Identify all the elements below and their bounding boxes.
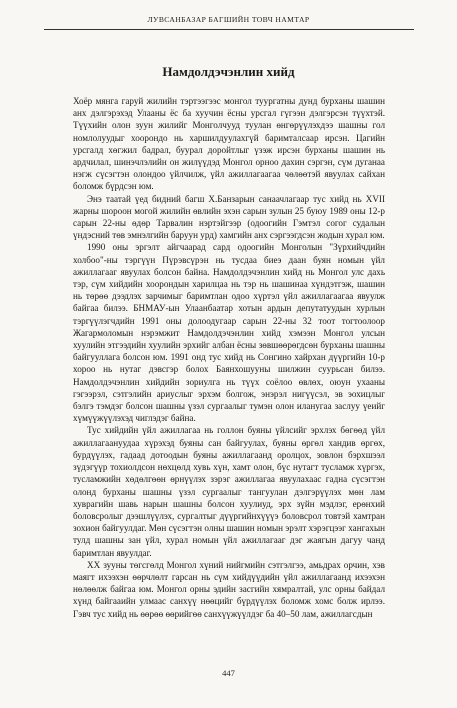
paragraph: Энэ таатай үед бидний багш Х.Банзарын санаачлагаар тус хийд нь XVII жарны шороон могой жилийн өвлийн эхэн сарын зулын 25 буюу 1989 оны 12-р сарын 22-ны өдөр Тарвалин нэртэйгээр (одоогийн Гэмтэл согог судалын үндэсний төв эмнэлгийн баруун урд) хамгийн анх сэргээгдсэн жодын хурал юм.: [73, 193, 385, 241]
paragraph: 1990 оны эргэлт айгчаарад сард одоогийн Монголын "Зүрхийчдийн холбоо"-ны тэргүүн Пүрэвсүрэн нь тусдаа биеэ даан буян номын үйл ажиллагааг явуулах болсон байна. Намдолдэчэнлин хийд нь Монгол улс дахь тэр, сүм хийдийн хоорондын харилцаа нь тэр нь шашинаа хүндэтгэж, шашин нь төрөө дээдлэх зарчимыг баримтлан одоо хүртэл үйл ажиллагаагаа явуулж байгаа билээ. БНМАУ-ын Улаанбаатар хотын ардын депутатуудын хурлын тэргүүлэгчдийн 1991 оны долоодугаар сарын 22-ны 32 тоот тогтоолоор Жагармоломын нэрэмжит Намдолдэчэнлин хийд хэмээн Монгол улсын хуулийн этгээдийн хуулийн эрхийг албан ёсны зөвшөөрөгдсөн бурханы шашны байгууллага болсон юм. 1991 онд тус хийд нь Сонгино хайрхан дүүргийн 10-р хороо нь нутаг дэвсгэр болох Баянхошууны шилжин суурьсан билээ. Намдолдэчэнлин хийдийн зориулга нь түүх соёлоо өвлөх, оюун ухааны гэгээрэл, сэтгэлийн ариуслыг эрхэм болгож, энэрэл нигүүсэл, эв эохицлыг бэлгэ тэмдэг болсон шашны үзэл сургаалыг тумэн олон иланугаа заслуу үеийг хүмүүжүүлэхэд чиглэдэг байна.: [73, 242, 385, 424]
paragraph: XX зууны төгсгөлд Монгол хүний нийгмийн сэтгэлгээ, амьдрах орчин, хэв маягт ихээхэн өөрчлөлт гарсан нь сүм хийдүүдийн үйл ажиллагаанд ихээхэн нөлөөлж байгаа юм. Монгол орны эдийн засгийн хямралтай, улс орны байдал хүнд байгааийн улмаас санхүү нөөцийг бүрдүүлэх боломж хомс болж ирлээ. Гэвч тус хийд нь өөрөө өөрийгөө санхүүжүүлдэг ба 40–50 лам, ажиллагсдын: [73, 559, 385, 619]
running-head: ЛУВСАНБАЗАР БАГШИЙН ТОВЧ НАМТАР: [147, 15, 310, 24]
paragraph: Хоёр мянга гаруй жилийн тэртээгээс монгол туургатны дунд бурханы шашин анх дэлгэрэхэд Улааны ёс ба хуучин ёсны урсгал гүгээн дэлгэрсэн түүхтэй. Түүхийн олон зуун жилийг Монголчууд туулан өнгөрүүлэхдээ шашны гол номлолуудыг хоорондо нь харшилдуулахгүй баримталсаар ирсэн. Цагийн урсгалд хөгжил бадрал, буурал доройтлыг үзэж ирсэн бурханы шашин нь ардчилал, шинэчлэлийн он жилүүдэд Монгол орноо дахин сэргэн, сүм дуганаа нэгж сүсэгтэн олондоо үйлчилж, үйл ажиллагаагаа чөлөөтэй явуулах сайхан боломж бүрдсэн юм.: [73, 96, 385, 192]
body-text: [73, 95, 385, 620]
page-number: 447: [222, 668, 235, 678]
chapter-title: Намдолдэчэнлин хийд: [162, 64, 295, 79]
header-rule: [44, 29, 414, 30]
paragraph: Тус хийдийн үйл ажиллагаа нь голлон буяны үйлсийг эрхлэх бөгөөд үйл ажиллагаануудаа хүрэхэд буяны сан байгуулах, буяны өргөл хандив өргөх, бурдүүлэх, гадаад дотоодын буяны ажиллагаанд оролцох, зовлон бэрхшээл зүдэгүүр тохиолдсон нөхцөлд хувь хүн, хамт олон, бүс нутагт тусламж хүргэх, тусламжийн хөдөлгөөн өрнүүлэх зэрэг ажиллагаа явуулахаас гадна сүсэгтэн олонд бурханы шашны үзэл сургаалыг тангуулан дэлгэрүүлэх мөн лам хуврагийн шавь нарын шашны болсон хуулиуд, эрх зүйн мэдлэг, ерөнхий боловсролыг дээшлүүлэх, сургалтыг дүүргийнхүүүэ боловсрол товтэй хамтран зохион байгуулдаг. Мөн сүсэгтэн олны шашин номын эрэлт хэрэгцээг хангахын тулд шашны зан үйл, хурал номын үйл ажиллагааг дэг жаягын дагуу чанд баримтлан явуулдаг.: [73, 425, 385, 558]
